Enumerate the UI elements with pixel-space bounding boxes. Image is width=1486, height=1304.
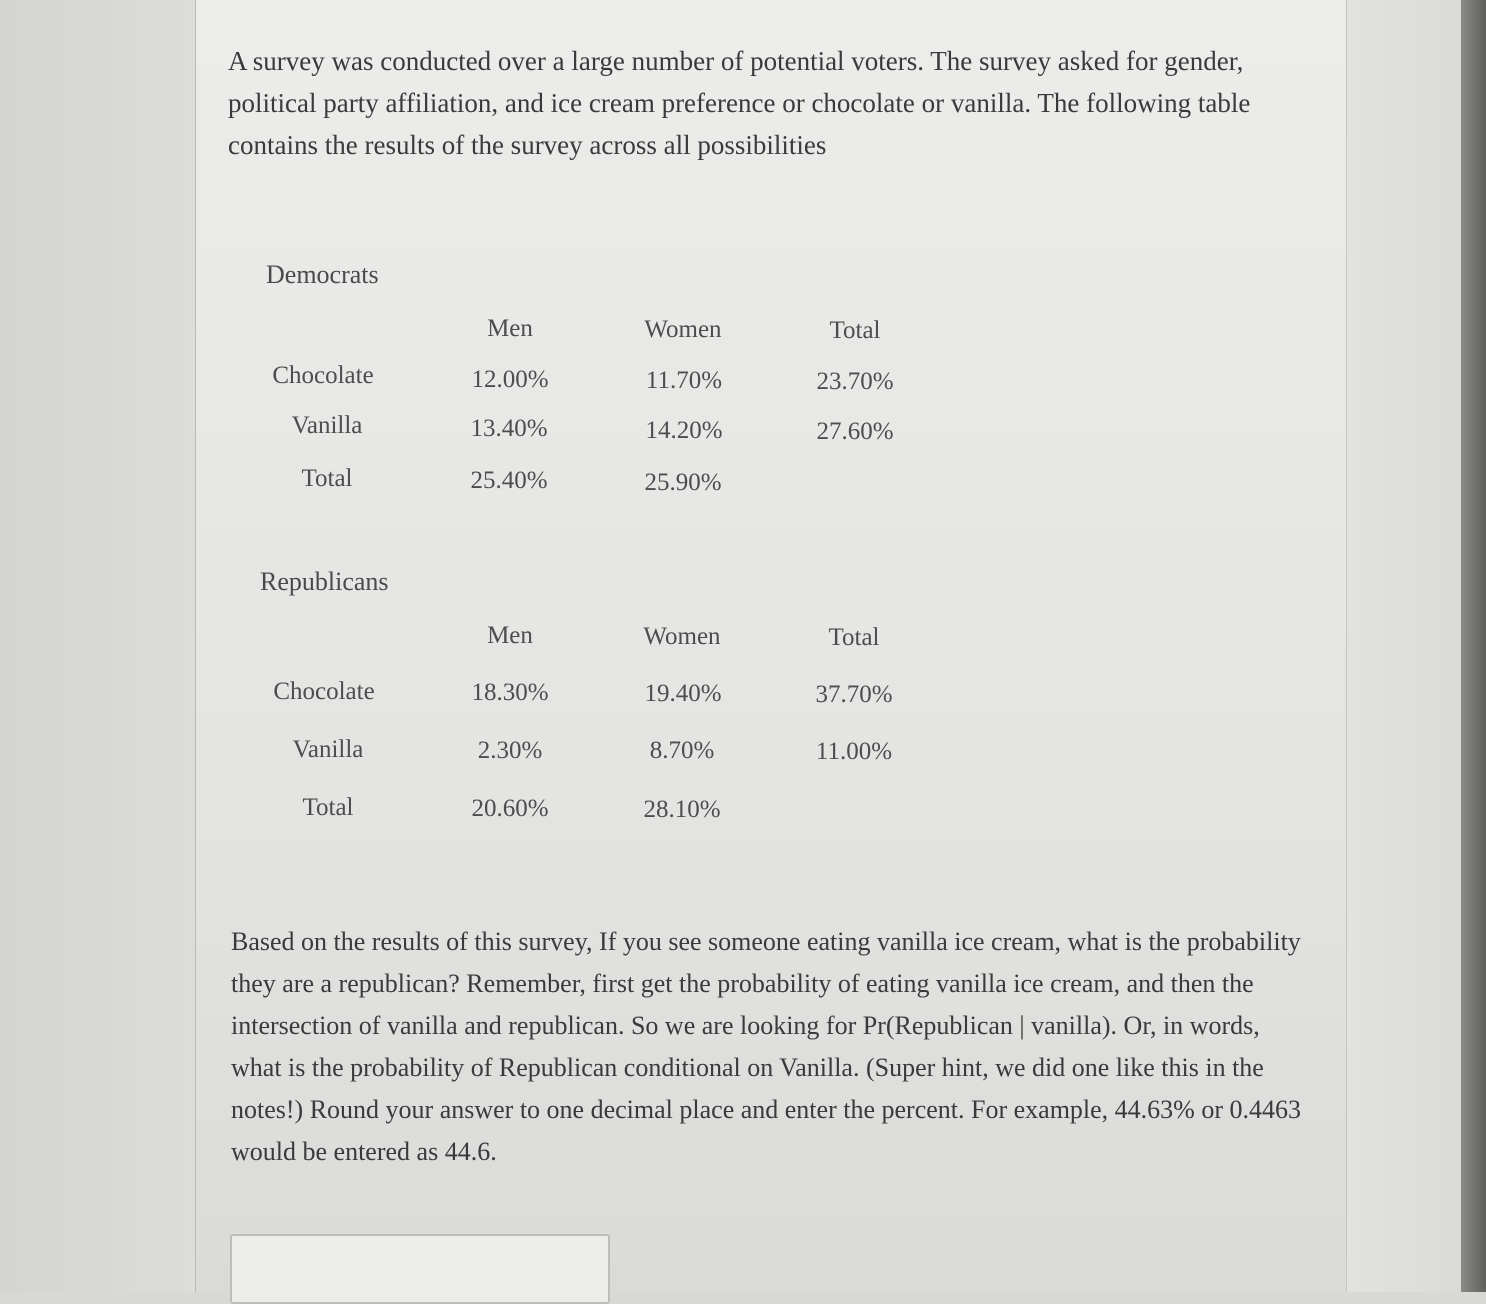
republicans-cell: 2.30% <box>477 737 543 764</box>
democrats-cell: 25.40% <box>470 467 548 494</box>
democrats-row-label: Vanilla <box>291 412 363 439</box>
democrats-cell: 25.90% <box>644 469 722 496</box>
democrats-header-total: Total <box>829 317 881 344</box>
republicans-cell: 37.70% <box>815 681 893 708</box>
republicans-row-label: Total <box>302 794 354 821</box>
democrats-row-label: Chocolate <box>272 362 374 389</box>
republicans-header-total: Total <box>828 624 880 651</box>
republicans-cell: 11.00% <box>815 738 893 765</box>
republicans-cell: 19.40% <box>644 680 722 707</box>
democrats-cell: 27.60% <box>816 418 894 445</box>
democrats-header-men: Men <box>487 315 533 342</box>
democrats-cell: 23.70% <box>816 368 894 395</box>
republicans-row-label: Chocolate <box>273 678 375 705</box>
republicans-cell: 20.60% <box>471 795 549 822</box>
democrats-cell: 11.70% <box>645 367 723 394</box>
democrats-cell: 13.40% <box>470 415 548 442</box>
democrats-header-women: Women <box>644 316 722 343</box>
republicans-cell: 18.30% <box>471 679 549 706</box>
republicans-cell: 28.10% <box>643 796 721 823</box>
republicans-header-men: Men <box>487 622 533 649</box>
republicans-title: Republicans <box>260 567 389 596</box>
democrats-cell: 14.20% <box>645 417 723 444</box>
question-paragraph: Based on the results of this survey, If you see someone eating vanilla ice cream, what is the probability they are a republican? Remember, first get the probability of eating vanilla ice cream, and then the intersection of vanilla and republican. So we are looking for Pr(Republican | vanilla). Or, in words, what is the probability of Republican conditional on Vanilla. (Super hint, we did one like this in the notes!) Round your answer to one decimal place and enter the percent. For example, 44.63% or 0.4463 would be entered as 44.6. <box>231 927 1301 1166</box>
answer-input[interactable] <box>230 1234 610 1304</box>
right-margin <box>1347 0 1461 1292</box>
screen-bezel <box>1461 0 1486 1292</box>
republicans-cell: 8.70% <box>649 737 715 764</box>
republicans-header-women: Women <box>643 623 721 650</box>
left-margin <box>0 0 195 1292</box>
democrats-cell: 12.00% <box>471 366 549 393</box>
democrats-row-label: Total <box>301 465 353 492</box>
republicans-row-label: Vanilla <box>292 736 364 763</box>
democrats-title: Democrats <box>266 260 379 289</box>
intro-paragraph: A survey was conducted over a large number of potential voters. The survey asked for gender, political party affiliation, and ice cream preference or chocolate or vanilla. The following table contains the results of the survey across all possibilities <box>228 46 1251 160</box>
